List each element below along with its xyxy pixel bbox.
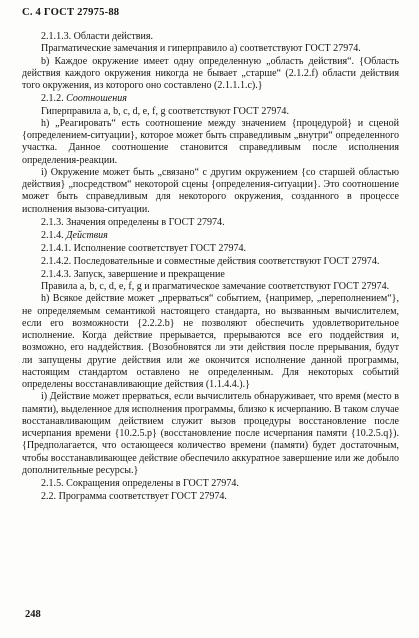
section-heading-2-1-1-3: 2.1.1.3. Области действия. xyxy=(41,31,154,42)
section-heading-2-1-4-1: 2.1.4.1. Исполнение соответствует ГОСТ 27974. xyxy=(41,243,247,255)
section-number: 2.1.2. xyxy=(41,93,67,105)
paragraph-rule-i-bound: i) Окружение может быть „связано“ с другим окружением {со старшей областью действия} „посредством“ некоторой сцены {определения-ситуации}. Это соотношение может быть справедливым для некоторого окружения, созданного в процессе исполнения вызова-ситуации. xyxy=(22,166,399,215)
section-title: Действия xyxy=(66,230,108,241)
document-body xyxy=(22,30,399,504)
page-number: 248 xyxy=(25,609,41,620)
section-heading-2-2: 2.2. Программа соответствует ГОСТ 27974. xyxy=(41,491,227,503)
paragraph-rule-h-react: h) „Реагировать“ есть соотношение между значением {процедурой} и сценой {определением-ситуации}, которое может быть справедливым „внутри“ определенного участка. Данное соотношение становится справедливым после исполнения определения-реакции. xyxy=(22,117,399,166)
section-heading-2-1-3: 2.1.3. Значения определены в ГОСТ 27974. xyxy=(41,216,225,228)
paragraph-rules-list: Правила a, b, c, d, e, f, g и прагматическое замечание соответствуют ГОСТ 27974. xyxy=(41,281,390,292)
section-heading-2-1-2 xyxy=(22,93,399,105)
section-heading-2-1-5: 2.1.5. Сокращения определены в ГОСТ 27974. xyxy=(41,478,239,489)
paragraph-rule-h-interrupt: h) Всякое действие может „прерваться“ событием, {например, „переполнением“}, не определяемым семантикой настоящего стандарта, но вызванным вычислителем, если его возможности {2.2.2.b} не позволяют обеспечить удовлетворительное исполнение. Когда действие прерывается, прерываются все его поддействия и, возможно, его наддействия. {Возобновятся ли эти действия после прерывания, будут ли запущены другие действия или же окончится исполнение данной программы, настоящим стандартом оставлено не определенным. Для некоторых событий определены восстанавливающие действия (1.1.4.4.).} xyxy=(22,293,399,390)
paragraph-hyperrules: Гиперправила a, b, c, d, e, f, g соответствуют ГОСТ 27974. xyxy=(41,105,289,117)
paragraph-rule-i-exhaust: i) Действие может прерваться, если вычислитель обнаруживает, что время (место в памяти), выделенное для исполнения программы, близко к исчерпанию. В таком случае восстанавливающим действием служит вызов процедуры восстановление после исчерпания времени {10.2.5.p} (восстановление после исчерпания памяти {10.2.5.q}). {Предполагается, что остающееся количество времени (памяти) будет достаточным, чтобы восстанавливающее действие обеспечило аккуратное завершение или же добыло дополнительные ресурсы.} xyxy=(22,391,399,476)
section-title: Соотношения xyxy=(66,93,127,105)
paragraph-rule-b: b) Каждое окружение имеет одну определенную „область действия“. {Область действия каждого окружения никогда не бывает „старше“ (2.1.2.f) области действия того окружения, из которого оно составлено (2.1.1.1.c).} xyxy=(22,55,399,91)
running-header: С. 4 ГОСТ 27975-88 xyxy=(22,7,120,18)
section-number: 2.1.4. xyxy=(41,230,67,241)
paragraph-pragmatic-remarks: Прагматические замечания и гиперправило а) соответствуют ГОСТ 27974. xyxy=(41,43,361,55)
section-heading-2-1-4 xyxy=(22,230,399,242)
section-heading-2-1-4-3: 2.1.4.3. Запуск, завершение и прекращение xyxy=(41,268,225,280)
paragraph-2-1-4-2: 2.1.4.2. Последовательные и совместные действия соответствуют ГОСТ 27974. xyxy=(41,255,380,267)
